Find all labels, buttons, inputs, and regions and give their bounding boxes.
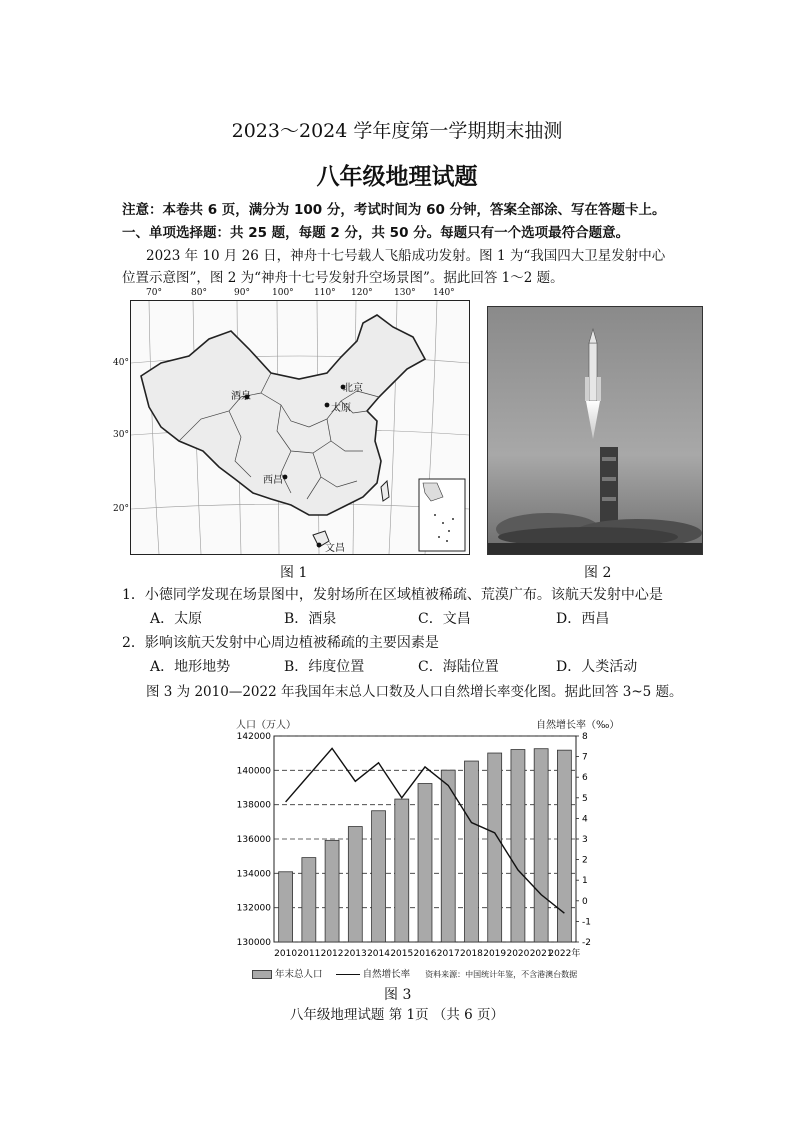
population-bar [464, 761, 478, 942]
china-map [130, 300, 470, 555]
xtick-label: 2020 [506, 949, 530, 959]
city-label-taiyuan: 太原 [331, 403, 351, 414]
q2-option-a: A．地形地势 [150, 659, 231, 675]
xtick-label: 2013 [343, 949, 367, 959]
city-label-wenchang: 文昌 [325, 543, 345, 554]
ytick-left-label: 136000 [236, 835, 271, 845]
q2-option-c: C．海陆位置 [418, 659, 499, 675]
lon-label: 80° [191, 288, 207, 298]
exam-title: 2023～2024 学年度第一学期期末抽测 [231, 120, 563, 142]
population-bar [279, 872, 293, 942]
q2-option-d: D．人类活动 [556, 659, 638, 675]
xtick-label: 2012 [320, 949, 344, 959]
launch-photo-svg [488, 307, 702, 554]
xtick-label: 2019 [483, 949, 507, 959]
q2-stem: 2．影响该航天发射中心周边植被稀疏的主要因素是 [122, 635, 439, 651]
city-label-xichang: 西昌 [263, 475, 283, 486]
chart-yticks-right [582, 732, 591, 948]
xtick-label: 2010 [274, 949, 298, 959]
q1-option-b: B．酒泉 [284, 611, 337, 627]
notice: 注意：本卷共 6 页，满分为 100 分，考试时间为 60 分钟，答案全部涂、写在答题卡上。 [122, 202, 666, 218]
ytick-left-label: 140000 [236, 766, 271, 777]
chart-bars [279, 749, 572, 942]
launch-photo [487, 306, 703, 555]
population-bar [395, 799, 409, 942]
legend-bar-label: 年末总人口 [275, 969, 323, 980]
population-chart [236, 730, 600, 964]
ytick-right-label: 2 [582, 855, 588, 866]
q2-option-b: B．纬度位置 [284, 659, 365, 675]
population-bar [418, 784, 432, 942]
chart-source: 资料来源：中国统计年鉴，不含港澳台数据 [425, 970, 578, 979]
ytick-left-label: 130000 [236, 938, 271, 948]
population-bar [557, 750, 571, 942]
intro1-line1: 2023 年 10 月 26 日，神舟十七号载人飞船成功发射。图 1 为“我国四大卫星发射中心 [146, 248, 666, 264]
ytick-right-label: 6 [582, 773, 588, 784]
xtick-label: 2017 [436, 949, 460, 959]
city-label-jiuquan: 酒泉 [231, 391, 251, 402]
page-footer: 八年级地理试题 第 1页 （共 6 页） [289, 1007, 505, 1023]
xtick-label: 2016 [413, 949, 437, 959]
ytick-right-label: -1 [582, 917, 591, 928]
ytick-right-label: 7 [582, 752, 588, 763]
population-bar [534, 749, 548, 942]
q1-option-d: D．西昌 [556, 611, 610, 627]
chart-xticks [274, 947, 580, 959]
lon-label: 90° [234, 288, 250, 298]
chart-legend [252, 966, 577, 980]
population-bar [441, 770, 455, 942]
intro2: 图 3 为 2010—2022 年我国年末总人口数及人口自然增长率变化图。据此回答 3~5 题。 [146, 684, 683, 700]
xtick-label: 2014 [367, 949, 390, 959]
ytick-left-label: 142000 [236, 732, 271, 742]
xtick-label: 2011 [297, 949, 321, 959]
ytick-left-label: 134000 [236, 869, 271, 880]
q1-stem: 1．小德同学发现在场景图中，发射场所在区域植被稀疏、荒漠广布。该航天发射中心是 [122, 587, 663, 603]
lon-label: 100° [272, 288, 294, 298]
population-bar [348, 827, 362, 942]
legend-bar-swatch [252, 970, 272, 979]
lon-label: 140° [433, 288, 455, 298]
population-bar [488, 753, 502, 942]
population-bar [302, 858, 316, 942]
city-label-beijing: 北京 [343, 383, 363, 394]
figure3-caption: 图 3 [384, 987, 412, 1003]
intro1-line2: 位置示意图”，图 2 为“神舟十七号发射升空场景图”。据此回答 1～2 题。 [122, 270, 564, 286]
ytick-right-label: 1 [582, 876, 588, 887]
lon-label: 130° [394, 288, 416, 298]
lon-label: 70° [146, 288, 162, 298]
xtick-label: 2022年 [548, 949, 581, 959]
lat-label: 20° [113, 504, 129, 514]
exam-subtitle: 八年级地理试题 [316, 164, 478, 190]
lat-label: 40° [113, 358, 129, 368]
lon-label: 120° [351, 288, 373, 298]
chart-yticks-left [237, 732, 272, 948]
map-svg [131, 301, 469, 554]
q1-option-a: A．太原 [150, 611, 203, 627]
figure1-caption: 图 1 [280, 565, 308, 581]
xtick-label: 2018 [460, 949, 483, 959]
legend-line-swatch [336, 974, 360, 975]
population-bar [372, 811, 386, 942]
xtick-label: 2021 [529, 949, 553, 959]
population-bar [511, 750, 525, 942]
ytick-right-label: -2 [582, 938, 591, 948]
chart-ylabel-left: 人口（万人） [236, 720, 296, 731]
population-bar [325, 840, 339, 942]
ytick-right-label: 0 [582, 896, 588, 907]
ytick-left-label: 132000 [236, 903, 271, 914]
ytick-left-label: 138000 [236, 800, 271, 811]
ytick-right-label: 5 [582, 793, 588, 804]
ytick-right-label: 8 [582, 732, 588, 742]
ytick-right-label: 4 [582, 814, 588, 825]
figure2-caption: 图 2 [584, 565, 612, 581]
chart-ylabel-right: 自然增长率（‰） [536, 720, 620, 731]
xtick-label: 2015 [390, 949, 414, 959]
lon-label: 110° [314, 288, 336, 298]
q1-option-c: C．文昌 [418, 611, 471, 627]
lat-label: 30° [113, 430, 129, 440]
ytick-right-label: 3 [582, 835, 588, 845]
section-heading: 一、单项选择题：共 25 题，每题 2 分，共 50 分。每题只有一个选项最符合题意。 [122, 225, 630, 241]
legend-line-label: 自然增长率 [362, 969, 411, 980]
